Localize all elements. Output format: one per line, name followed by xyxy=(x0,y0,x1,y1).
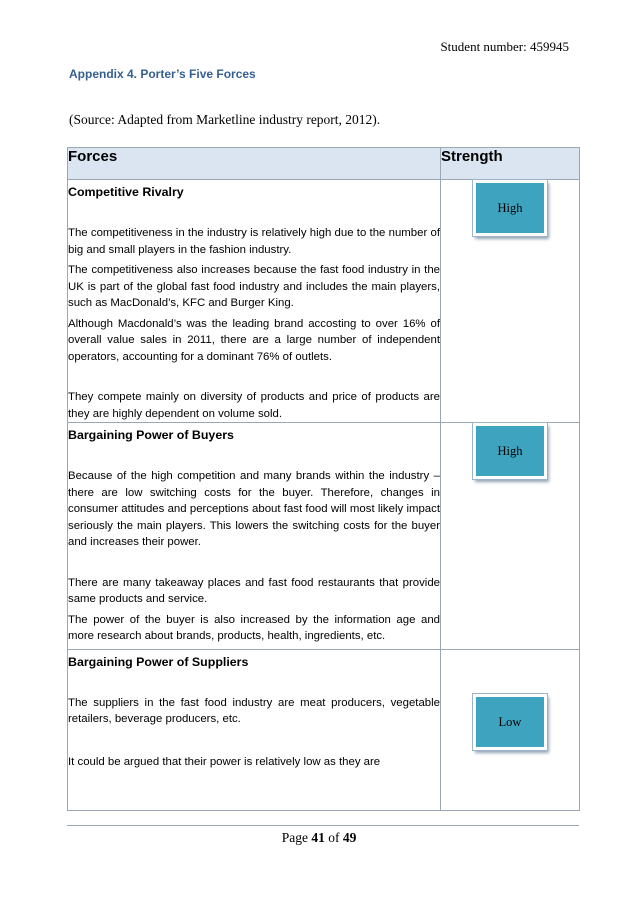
force-paragraph: The power of the buyer is also increased by the information age and more research about brands, products, health, ingredients, etc. xyxy=(68,613,440,642)
page-total: 49 xyxy=(342,830,357,845)
page-of: of xyxy=(324,830,343,845)
appendix-title: Appendix 4. Porter’s Five Forces xyxy=(69,67,256,81)
column-header-strength: Strength xyxy=(441,148,580,180)
strength-cell xyxy=(441,423,580,650)
page-footer xyxy=(0,830,638,846)
student-number: Student number: 459945 xyxy=(440,39,569,54)
force-title: Competitive Rivalry xyxy=(68,185,184,199)
force-title: Bargaining Power of Suppliers xyxy=(68,654,249,669)
force-paragraph: Although Macdonald’s was the leading brand accosting to over 16% of overall value sales in 2011, there are a large number of independent operators, accounting for a dominant 76% of outlets. xyxy=(68,317,440,363)
force-paragraph: Because of the high competition and many brands within the industry – there are low switching costs for the buyer. Therefore, changes in consumer attitudes and perceptions about fast food will most likely impact seriously the main players. This lowers the switching costs for the buyer and increases their power. xyxy=(68,470,440,548)
force-paragraph: They compete mainly on diversity of products and price of products are they are highly dependent on volume sold. xyxy=(68,391,440,420)
force-paragraph: The suppliers in the fast food industry are meat producers, vegetable retailers, beverage producers, etc. xyxy=(68,696,440,725)
table-cut-line xyxy=(67,825,579,826)
column-header-forces: Forces xyxy=(68,148,441,180)
strength-badge: Low xyxy=(473,694,547,750)
force-title: Bargaining Power of Buyers xyxy=(68,428,234,442)
strength-cell xyxy=(441,649,580,810)
porters-five-forces-table xyxy=(67,147,580,811)
force-description xyxy=(68,180,441,423)
strength-badge: High xyxy=(473,180,547,236)
page-prefix: Page xyxy=(281,830,312,845)
strength-badge: High xyxy=(473,423,547,479)
force-description xyxy=(68,423,441,650)
strength-cell xyxy=(441,180,580,423)
force-paragraph: The competitiveness also increases because the fast food industry in the UK is part of the global fast food industry and includes the main players, such as MacDonald’s, KFC and Burger King. xyxy=(68,264,440,309)
table-row xyxy=(68,423,580,650)
source-note: (Source: Adapted from Marketline industry report, 2012). xyxy=(69,112,381,127)
table-row xyxy=(68,180,580,423)
force-description xyxy=(68,649,441,810)
force-paragraph: The competitiveness in the industry is relatively high due to the number of big and small players in the fashion industry. xyxy=(68,227,440,256)
force-paragraph: It could be argued that their power is relatively low as they are xyxy=(68,755,381,768)
force-paragraph: There are many takeaway places and fast food restaurants that provide same products and service. xyxy=(68,576,440,605)
table-row xyxy=(68,649,580,810)
page-number: 41 xyxy=(311,830,325,845)
table-header-row xyxy=(68,148,580,180)
